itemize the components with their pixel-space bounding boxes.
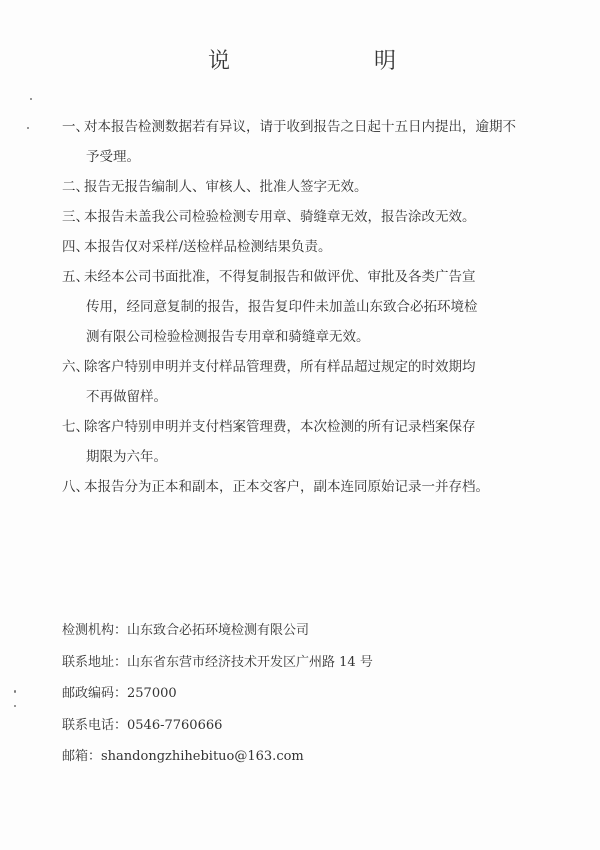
clause-number: 五、 [62,269,89,285]
contact-label: 检测机构： [62,623,128,638]
clause-4 [0,232,600,262]
clause-text: 本报告仅对采样/送检样品检测结果负责。 [84,239,332,255]
clause-3 [0,202,600,232]
contact-postcode [62,683,373,715]
clause-2 [0,172,600,202]
clause-text: 不再做留样。 [86,389,167,405]
clause-number: 二、 [62,179,89,195]
clause-text: 未经本公司书面批准，不得复制报告和做评优、审批及各类广告宣 [84,269,476,285]
clause-5 [0,262,600,352]
clause-text: 予受理。 [86,149,140,165]
contact-address [62,652,373,684]
clause-text: 报告无报告编制人、审核人、批准人签字无效。 [84,179,368,195]
clause-number: 一、 [62,119,89,135]
scan-speck [14,690,16,693]
contact-value: 山东省东营市经济技术开发区广州路 14 号 [127,654,373,670]
contact-value: 257000 [127,686,177,701]
clause-text: 期限为六年。 [86,449,167,465]
clause-number: 七、 [62,419,89,435]
clause-number: 八、 [62,479,89,495]
clause-6 [0,352,600,412]
clause-text: 除客户特别申明并支付样品管理费，所有样品超过规定的时效期均 [84,359,476,375]
clause-number: 三、 [62,209,89,225]
clause-7 [0,412,600,472]
contact-label: 联系电话： [62,717,128,733]
contact-label: 联系地址： [62,654,128,670]
notice-clauses [0,112,600,502]
page-title [0,44,600,74]
scan-speck [30,98,32,100]
title-char-1: 说 [208,49,231,74]
contact-label: 邮政编码： [62,686,128,701]
clause-8 [0,472,600,502]
contact-value: 0546-7760666 [127,717,223,733]
contact-label: 邮箱： [62,749,102,764]
contact-org [62,620,373,652]
clause-text: 本报告分为正本和副本，正本交客户，副本连同原始记录一并存档。 [84,479,489,495]
clause-text: 本报告未盖我公司检验检测专用章、骑缝章无效，报告涂改无效。 [84,209,476,225]
contact-value[interactable]: shandongzhihebituo@163.com [101,749,304,764]
contact-phone [62,715,373,747]
clause-text: 传用，经同意复制的报告，报告复印件未加盖山东致合必拓环境检 [86,299,478,315]
clause-number: 六、 [62,359,89,375]
scan-speck [14,705,16,707]
clause-text: 除客户特别申明并支付档案管理费，本次检测的所有记录档案保存 [84,419,476,435]
scan-speck [27,127,29,129]
contact-value: 山东致合必拓环境检测有限公司 [127,623,310,638]
clause-text: 测有限公司检验检测报告专用章和骑缝章无效。 [86,329,370,345]
contact-email [62,746,373,778]
clause-1 [0,112,600,172]
clause-text: 对本报告检测数据若有异议，请于收到报告之日起十五日内提出，逾期不 [84,119,516,135]
title-char-2: 明 [374,49,397,74]
contact-info [62,620,373,778]
clause-number: 四、 [62,239,89,255]
